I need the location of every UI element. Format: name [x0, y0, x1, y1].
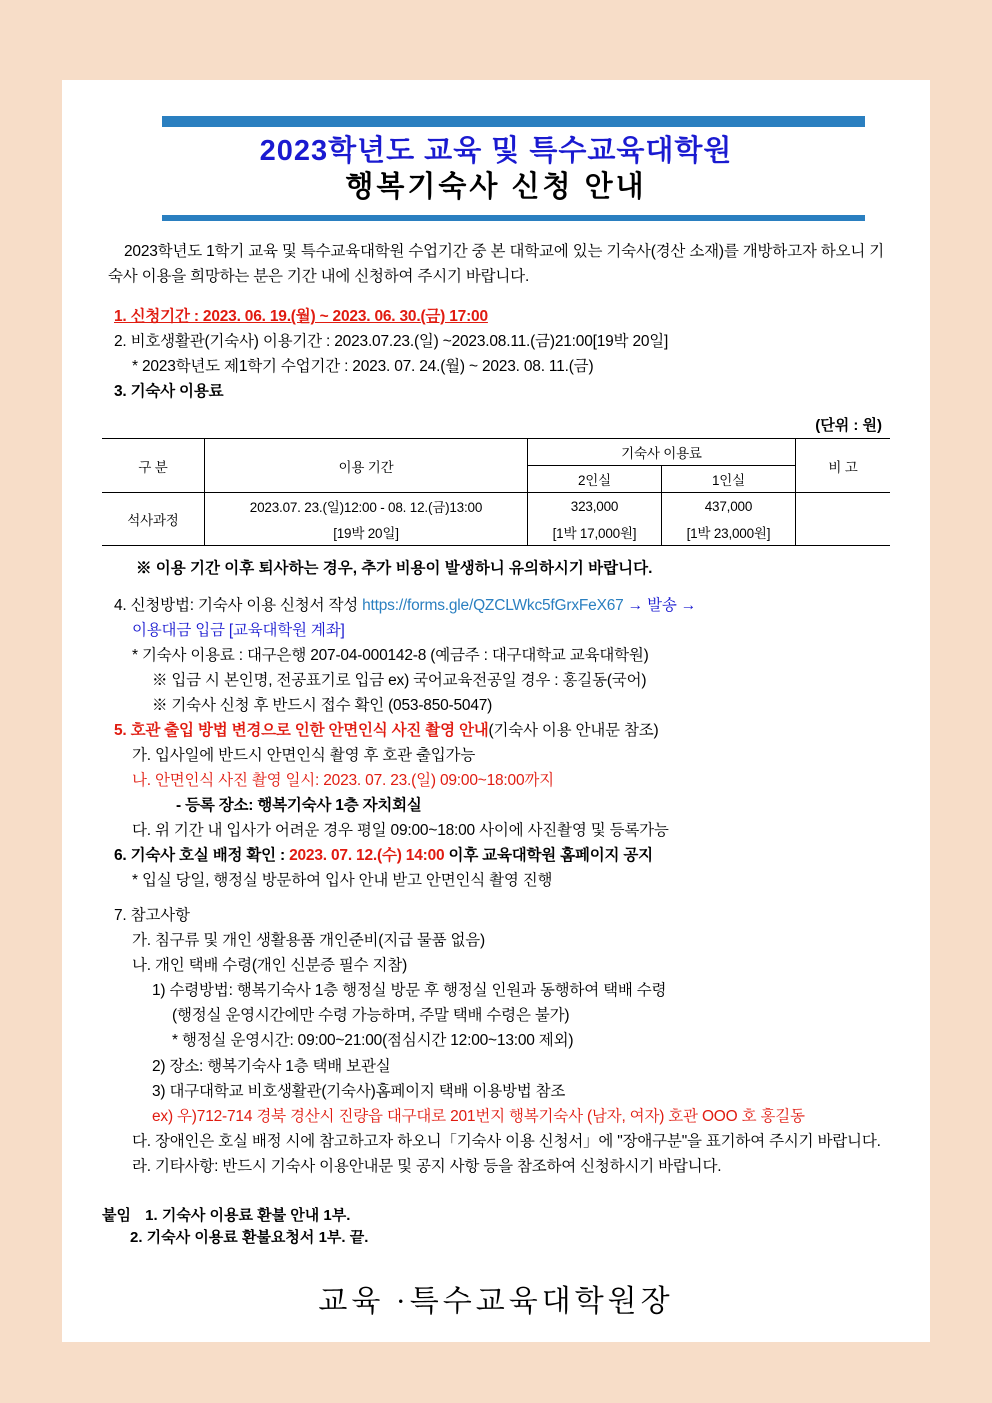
item-5-na: 나. 안면인식 사진 촬영 일시: 2023. 07. 23.(일) 09:00~18:00까지	[132, 772, 554, 790]
item-7-na-2: 2) 장소: 행복기숙사 1층 택배 보관실	[152, 1057, 391, 1075]
item-6-room-assignment	[102, 844, 890, 868]
item-6-note: * 입실 당일, 행정실 방문하여 입사 안내 받고 안면인식 촬영 진행	[132, 872, 553, 890]
item-list	[102, 305, 890, 404]
item-6-date: 2023. 07. 12.(수) 14:00	[289, 847, 445, 865]
attachment-section	[102, 1205, 890, 1250]
item-3-fee-heading: 3. 기숙사 이용료	[114, 383, 224, 401]
td-fee1-sub: [1박 23,000원]	[661, 519, 795, 546]
td-fee1-main: 437,000	[661, 493, 795, 520]
td-period-line2: [19박 20일]	[204, 519, 527, 546]
item-7-ra: 라. 기타사항: 반드시 기숙사 이용안내문 및 공지 사항 등을 참조하여 신청하시기 바랍니다.	[132, 1157, 722, 1175]
th-fee: 기숙사 이용료	[528, 439, 796, 466]
table-row-sub	[102, 519, 890, 546]
item-5-face-recognition	[102, 719, 890, 743]
fee-table-note: ※ 이용 기간 이후 퇴사하는 경우, 추가 비용이 발생하니 유의하시기 바랍니다.	[136, 560, 653, 578]
item-5-ga: 가. 입사일에 반드시 안면인식 촬영 후 호관 출입가능	[132, 747, 476, 765]
table-header-row	[102, 439, 890, 466]
document-page	[62, 80, 930, 1342]
td-division: 석사과정	[102, 493, 204, 546]
item-4-how-to-apply	[102, 594, 890, 618]
spacer	[102, 894, 890, 904]
item-7-da: 다. 장애인은 호실 배정 시에 참고하고자 하오니「기숙사 이용 신청서」에 "장애구분"을 표기하여 주시기 바랍니다.	[132, 1132, 881, 1150]
item-5-main: 5. 호관 출입 방법 변경으로 인한 안면인식 사진 촬영 안내	[114, 722, 489, 740]
th-fee-double: 2인실	[528, 466, 662, 493]
item-7-na-3-example: ex) 우)712-714 경북 경산시 진량읍 대구대로 201번지 행복기숙사 (남자, 여자) 호관 OOO 호 홍길동	[152, 1107, 805, 1125]
document-body	[62, 80, 930, 1320]
item-4-text: 4. 신청방법: 기숙사 이용 신청서 작성	[114, 597, 363, 615]
item-1-application-period: 1. 신청기간 : 2023. 06. 19.(월) ~ 2023. 06. 30.(금) 17:00	[114, 308, 488, 326]
item-2-stay-period: 2. 비호생활관(기숙사) 이용기간 : 2023.07.23.(일) ~2023.08.11.(금)21:00[19박 20일]	[114, 333, 669, 351]
table-row	[102, 493, 890, 520]
item-7-references: 7. 참고사항	[114, 907, 190, 925]
intro-paragraph: 2023학년도 1학기 교육 및 특수교육대학원 수업기간 중 본 대학교에 있는 기숙사(경산 소재)를 개방하고자 하오니 기숙사 이용을 희망하는 분은 기간 내에 신청하여 주시기 바랍니다.	[108, 242, 884, 286]
td-period-line1: 2023.07. 23.(일)12:00 - 08. 12.(금)13:00	[204, 493, 527, 520]
item-4-account: * 기숙사 이용료 : 대구은행 207-04-000142-8 (예금주 : 대구대학교 교육대학원)	[132, 647, 649, 665]
item-5-da: 다. 위 기간 내 입사가 어려운 경우 평일 09:00~18:00 사이에 사진촬영 및 등록가능	[132, 822, 669, 840]
header-rule-top	[162, 116, 865, 127]
th-period: 이용 기간	[204, 439, 527, 493]
item-6-pre: 6. 기숙사 호실 배정 확인 :	[114, 847, 290, 865]
th-fee-single: 1인실	[661, 466, 795, 493]
th-remark: 비 고	[795, 439, 890, 493]
item-4-line2: 이용대금 입금 [교육대학원 계좌]	[132, 622, 345, 640]
item-4-confirm-note: ※ 기숙사 신청 후 반드시 접수 확인 (053-850-5047)	[152, 697, 493, 715]
item-4-post: → 발송 →	[623, 597, 697, 615]
item-7-na-1c: * 행정실 운영시간: 09:00~21:00(점심시간 12:00~13:00 제외)	[172, 1032, 574, 1050]
item-7-na-1b: (행정실 운영시간에만 수령 가능하며, 주말 택배 수령은 불가)	[172, 1007, 570, 1025]
item-5-place: - 등록 장소: 행복기숙사 1층 자치회실	[176, 797, 422, 815]
td-remark	[795, 493, 890, 546]
item-2-note: * 2023학년도 제1학기 수업기간 : 2023. 07. 24.(월) ~ 2023. 08. 11.(금)	[132, 358, 594, 376]
application-form-link[interactable]: https://forms.gle/QZCLWkc5fGrxFeX67	[362, 597, 624, 615]
item-list-2	[102, 594, 890, 1178]
title-line-2: 행복기숙사 신청 안내	[345, 171, 647, 204]
item-7-na: 나. 개인 택배 수령(개인 신분증 필수 지참)	[132, 957, 408, 975]
item-6-post: 이후 교육대학원 홈페이지 공지	[444, 847, 653, 865]
document-title	[102, 127, 890, 209]
attachment-item-2: 2. 기숙사 이용료 환불요청서 1부. 끝.	[130, 1229, 369, 1247]
item-7-na-3: 3) 대구대학교 비호생활관(기숙사)홈페이지 택배 이용방법 참조	[152, 1082, 566, 1100]
item-7-ga: 가. 침구류 및 개인 생활용품 개인준비(지급 물품 없음)	[132, 932, 486, 950]
item-4-deposit-note: ※ 입금 시 본인명, 전공표기로 입금 ex) 국어교육전공일 경우 : 홍길동(국어)	[152, 672, 647, 690]
th-division: 구 분	[102, 439, 204, 493]
fee-unit-label: (단위 : 원)	[815, 417, 882, 435]
item-5-sub: (기숙사 이용 안내문 참조)	[488, 722, 659, 740]
td-fee2-main: 323,000	[528, 493, 662, 520]
item-7-na-1: 1) 수령방법: 행복기숙사 1층 행정실 방문 후 행정실 인원과 동행하여 택배 수령	[152, 982, 667, 1000]
attachment-item-1: 1. 기숙사 이용료 환불 안내 1부.	[145, 1206, 351, 1224]
header-rule-bottom	[162, 215, 865, 221]
signature-line: 교육 ·특수교육대학원장	[318, 1284, 674, 1318]
fee-table	[102, 438, 890, 546]
td-fee2-sub: [1박 17,000원]	[528, 519, 662, 546]
attachment-label: 붙임	[102, 1206, 131, 1224]
title-line-1: 2023학년도 교육 및 특수교육대학원	[259, 135, 733, 167]
